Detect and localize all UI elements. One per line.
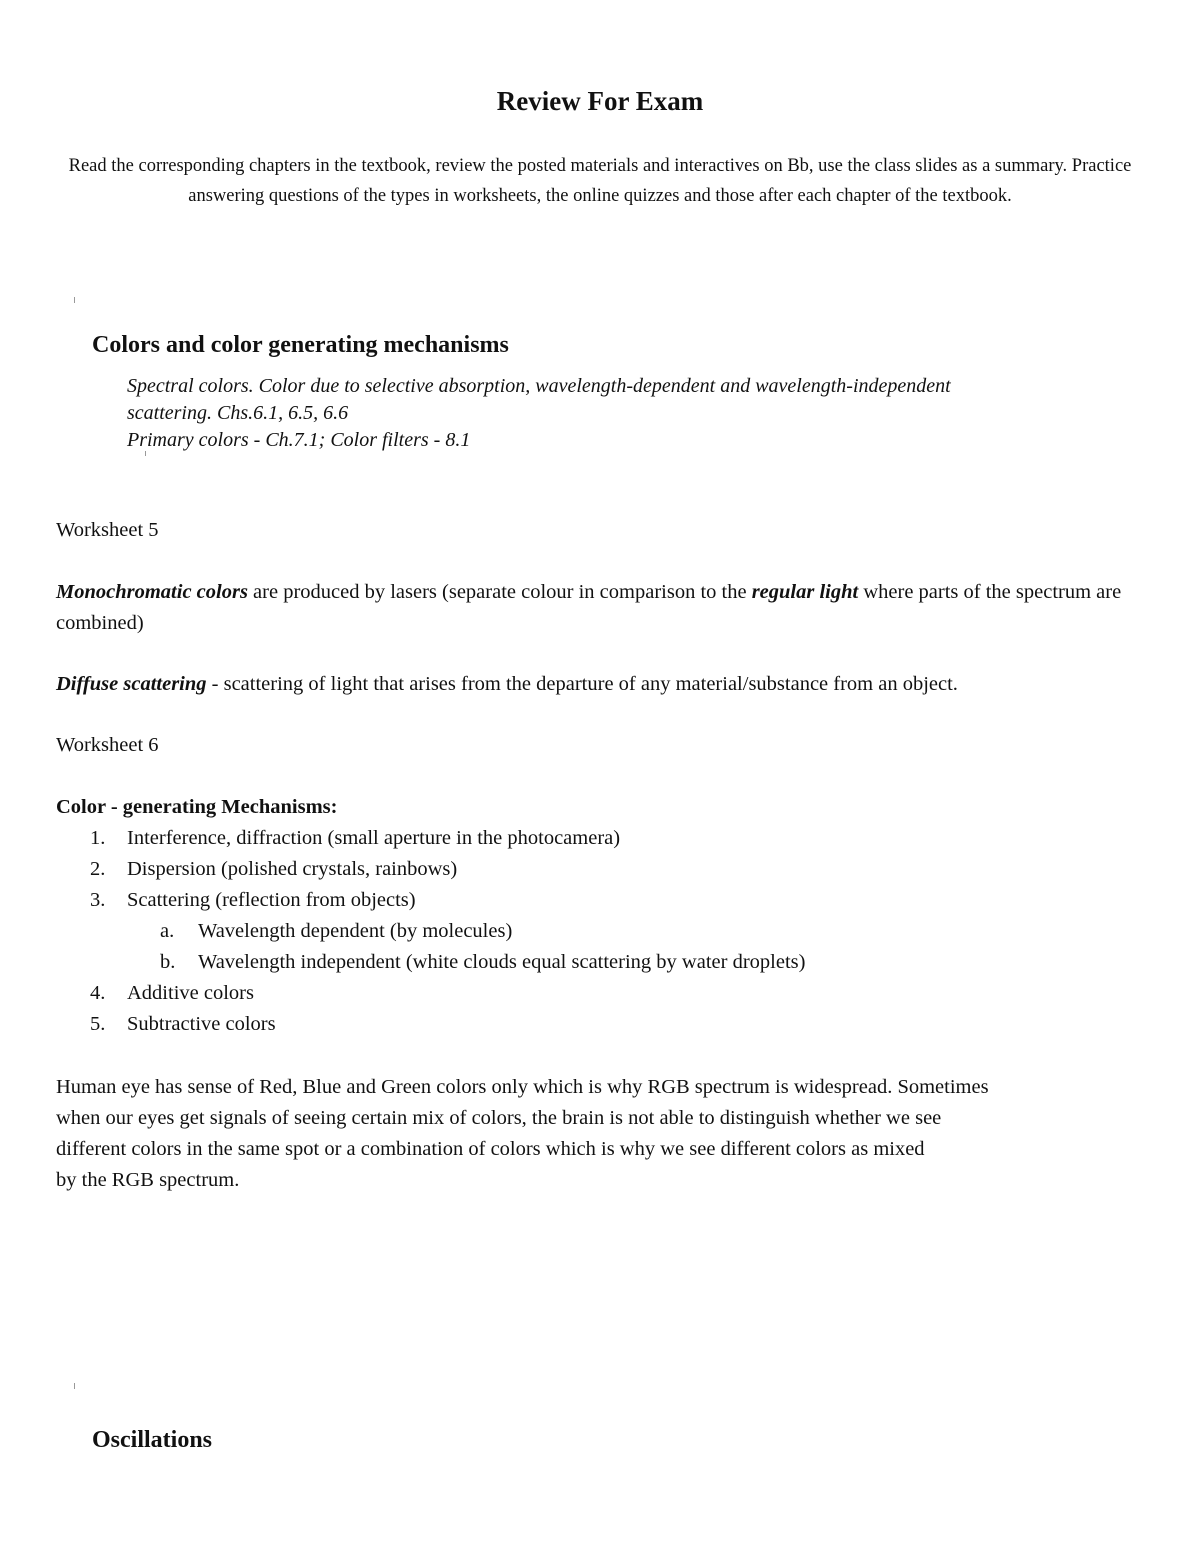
notes-line-1: Spectral colors. Color due to selective absorption, wavelength-dependent and wavelength-independent	[127, 375, 951, 397]
list-text: Dispersion (polished crystals, rainbows)	[127, 858, 458, 880]
list-subtext: Wavelength independent (white clouds equal scattering by water droplets)	[198, 951, 806, 973]
page-title: Review For Exam	[496, 86, 704, 116]
diffuse-paragraph	[56, 669, 1146, 700]
notes-marker	[145, 451, 146, 456]
section-marker	[74, 297, 75, 303]
list-subtext: Wavelength dependent (by molecules)	[198, 920, 513, 942]
notes-line-2: scattering. Chs.6.1, 6.5, 6.6	[127, 402, 349, 424]
list-number: 1.	[90, 827, 106, 849]
section-notes	[127, 373, 1137, 454]
monochromatic-text-1: are produced by lasers (separate colour in comparison to the	[247, 581, 752, 603]
list-number: 5.	[90, 1013, 106, 1035]
diffuse-text: - scattering of light that arises from the departure of any material/substance from an object.	[206, 673, 958, 695]
list-text: Additive colors	[127, 982, 254, 1004]
rgb-line-3: different colors in the same spot or a combination of colors which is why we see different colors as mixed	[56, 1138, 925, 1160]
notes-line-3: Primary colors - Ch.7.1; Color filters - 8.1	[127, 429, 471, 451]
list-number: 3.	[90, 889, 106, 911]
section-marker	[74, 1383, 75, 1389]
regular-light-term: regular light	[751, 581, 859, 603]
list-number: 2.	[90, 858, 106, 880]
list-subnumber: a.	[160, 920, 175, 942]
list-text: Interference, diffraction (small aperture in the photocamera)	[127, 827, 621, 849]
list-text: Scattering (reflection from objects)	[127, 889, 416, 911]
rgb-line-4: by the RGB spectrum.	[56, 1169, 240, 1191]
list-text: Subtractive colors	[127, 1013, 276, 1035]
monochromatic-paragraph	[56, 577, 1146, 639]
diffuse-term: Diffuse scattering	[56, 673, 207, 695]
list-number: 4.	[90, 982, 106, 1004]
monochromatic-text-2: where parts of the spectrum are combined)	[56, 581, 1122, 634]
monochromatic-term: Monochromatic colors	[56, 581, 248, 603]
rgb-line-2: when our eyes get signals of seeing certain mix of colors, the brain is not able to distinguish whether we see	[56, 1107, 942, 1129]
rgb-paragraph	[56, 1072, 1146, 1196]
mechanisms-subheading: Color - generating Mechanisms:	[56, 796, 338, 818]
worksheet-6-label: Worksheet 6	[56, 734, 159, 756]
list-subnumber: b.	[160, 951, 176, 973]
rgb-line-1: Human eye has sense of Red, Blue and Green colors only which is why RGB spectrum is widespread. Sometimes	[56, 1076, 989, 1098]
intro-paragraph: Read the corresponding chapters in the textbook, review the posted materials and interactives on Bb, use the class slides as a summary. Practice answering questions of the types in worksheets, the online quizzes and those after each chapter of the textbook.	[68, 156, 1132, 206]
worksheet-5-label: Worksheet 5	[56, 519, 159, 541]
section-heading-oscillations: Oscillations	[92, 1427, 213, 1453]
section-heading-colors: Colors and color generating mechanisms	[92, 332, 509, 358]
